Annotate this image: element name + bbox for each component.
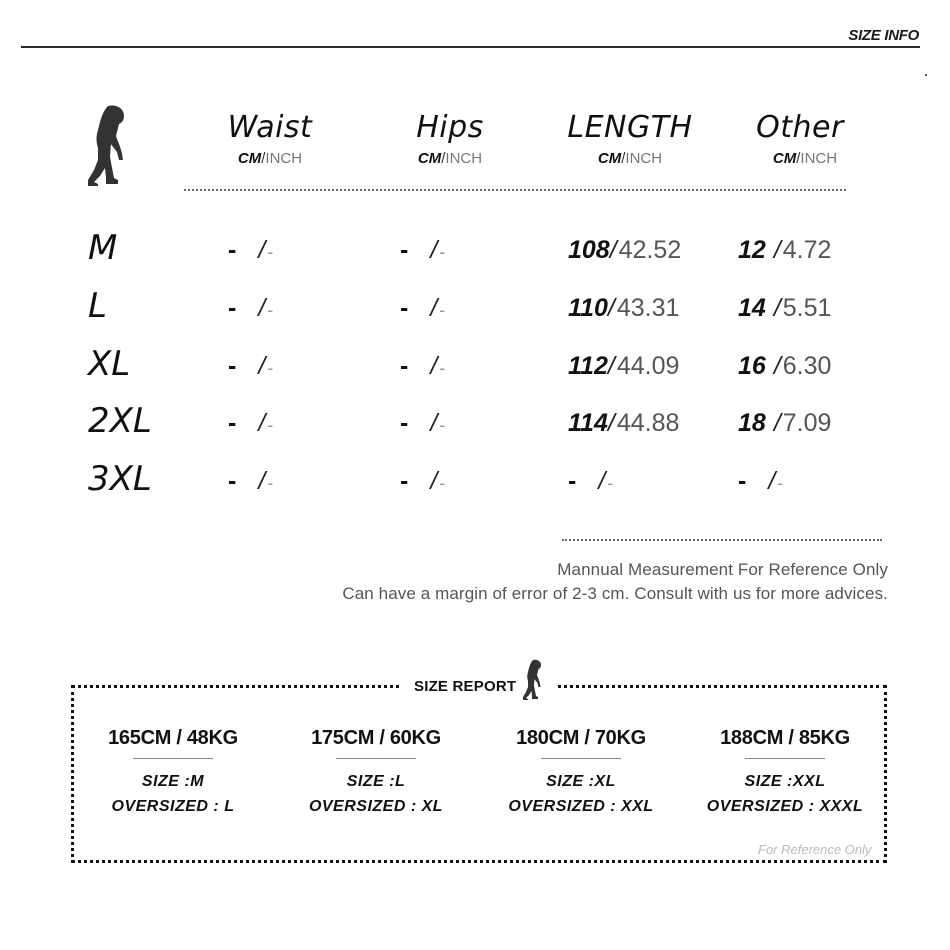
height-weight: 165CM / 48KG <box>108 727 238 749</box>
recommended-size: SIZE :M <box>141 773 205 790</box>
measurement-cell <box>568 408 679 438</box>
walking-figure-icon <box>86 104 130 188</box>
oversized-size: OVERSIZED : XXXL <box>706 798 864 815</box>
value-separator: / <box>773 294 781 322</box>
value-cm: - <box>400 352 409 380</box>
value-separator: / <box>598 467 606 495</box>
size-label: 3XL <box>88 459 152 499</box>
value-cm: - <box>400 467 409 495</box>
measurement-cell <box>568 351 679 381</box>
measurement-cell <box>228 235 273 267</box>
value-separator: / <box>258 236 266 264</box>
measurement-cell <box>400 408 445 440</box>
measurement-cell <box>738 293 831 323</box>
value-cm: - <box>228 236 237 264</box>
value-cm: - <box>228 294 237 322</box>
value-cm: 114 <box>568 409 608 437</box>
oversized-size: OVERSIZED : XXL <box>508 798 654 815</box>
notes-dotted-divider <box>562 539 882 541</box>
measurement-cell <box>738 466 783 498</box>
measurement-cell <box>400 235 445 267</box>
value-cm: - <box>228 467 237 495</box>
value-cm: - <box>400 294 409 322</box>
value-cm: - <box>400 236 409 264</box>
measurement-cell <box>400 351 445 383</box>
reference-note-line2: Can have a margin of error of 2-3 cm. Consult with us for more advices. <box>342 584 888 603</box>
value-cm: 18 <box>738 409 766 437</box>
measurement-cell <box>228 293 273 325</box>
header-dotted-divider <box>184 189 846 191</box>
unit-sep: / <box>621 150 626 167</box>
value-inch: - <box>267 300 274 320</box>
value-cm: 12 <box>738 236 766 264</box>
value-inch: - <box>439 242 446 262</box>
item-divider <box>336 758 416 759</box>
measurement-cell <box>228 466 273 498</box>
unit-sep: / <box>261 150 266 167</box>
value-inch: 6.30 <box>782 352 832 380</box>
size-report-item <box>276 726 476 819</box>
value-cm: - <box>228 409 237 437</box>
size-report-title: SIZE REPORT <box>414 678 517 695</box>
value-separator: / <box>607 352 615 380</box>
value-inch: - <box>439 415 446 435</box>
value-inch: 42.52 <box>618 236 682 264</box>
unit-inch: INCH <box>445 150 483 167</box>
value-cm: - <box>228 352 237 380</box>
value-cm: 108 <box>568 236 610 264</box>
value-inch: 5.51 <box>782 294 832 322</box>
column-header-other <box>730 112 870 168</box>
height-weight: 175CM / 60KG <box>311 727 441 749</box>
unit-inch: INCH <box>800 150 838 167</box>
unit-inch: INCH <box>625 150 663 167</box>
oversized-size: OVERSIZED : XL <box>308 798 444 815</box>
value-separator: / <box>430 352 438 380</box>
column-unit <box>730 150 870 168</box>
value-inch: - <box>439 300 446 320</box>
oversized-size: OVERSIZED : L <box>111 798 235 815</box>
value-inch: 44.88 <box>616 409 680 437</box>
size-label: XL <box>88 344 131 384</box>
value-cm: 14 <box>738 294 766 322</box>
height-weight: 180CM / 70KG <box>516 727 646 749</box>
measurement-cell <box>228 351 273 383</box>
column-title: LENGTH <box>567 110 693 145</box>
size-label: 2XL <box>88 401 152 441</box>
size-report-item <box>481 726 681 819</box>
value-cm: 112 <box>568 352 608 380</box>
size-label: L <box>88 286 107 326</box>
size-info-title: SIZE INFO <box>848 27 919 44</box>
value-inch: - <box>439 473 446 493</box>
value-cm: 110 <box>568 294 608 322</box>
measurement-cell <box>568 293 679 323</box>
measurement-cell <box>738 351 831 381</box>
size-report-header <box>400 643 558 703</box>
value-inch: 4.72 <box>782 236 832 264</box>
value-cm: - <box>400 409 409 437</box>
measurement-cell <box>568 235 681 265</box>
value-separator: / <box>430 409 438 437</box>
column-title: Other <box>756 110 844 145</box>
unit-sep: / <box>441 150 446 167</box>
value-separator: / <box>258 352 266 380</box>
item-divider <box>541 758 621 759</box>
value-separator: / <box>773 409 781 437</box>
value-separator: / <box>607 294 615 322</box>
value-separator: / <box>430 467 438 495</box>
item-divider <box>745 758 825 759</box>
column-title: Hips <box>416 110 484 145</box>
column-header-waist <box>200 112 340 168</box>
measurement-cell <box>738 235 831 265</box>
value-separator: / <box>258 409 266 437</box>
walking-figure-icon <box>522 657 544 703</box>
value-separator: / <box>258 294 266 322</box>
value-separator: / <box>430 294 438 322</box>
recommended-size: SIZE :XL <box>546 773 616 790</box>
size-label: M <box>88 228 118 268</box>
recommended-size: SIZE :XXL <box>744 773 826 790</box>
value-separator: / <box>773 352 781 380</box>
unit-sep: / <box>796 150 801 167</box>
measurement-cell <box>228 408 273 440</box>
header-rule <box>21 46 920 48</box>
measurement-cell <box>738 408 831 438</box>
value-cm: - <box>568 467 577 495</box>
value-inch: 7.09 <box>782 409 832 437</box>
recommended-size: SIZE :L <box>346 773 406 790</box>
column-title: Waist <box>227 110 313 145</box>
column-unit <box>200 150 340 168</box>
value-inch: - <box>267 415 274 435</box>
unit-cm: CM <box>237 150 262 167</box>
value-cm: - <box>738 467 747 495</box>
report-footnote: For Reference Only <box>758 842 872 857</box>
value-separator: / <box>768 467 776 495</box>
height-weight: 188CM / 85KG <box>720 727 850 749</box>
unit-inch: INCH <box>265 150 303 167</box>
value-inch: 43.31 <box>616 294 680 322</box>
value-separator: / <box>773 236 781 264</box>
value-inch: - <box>607 473 614 493</box>
value-inch: - <box>267 242 274 262</box>
decorative-dot <box>925 74 927 76</box>
value-separator: / <box>607 409 615 437</box>
column-header-hips <box>380 112 520 168</box>
size-report-item <box>73 726 273 819</box>
measurement-cell <box>400 466 445 498</box>
column-header-length <box>555 112 705 168</box>
column-unit <box>380 150 520 168</box>
reference-note-line1: Mannual Measurement For Reference Only <box>557 560 888 579</box>
unit-cm: CM <box>417 150 442 167</box>
value-inch: 44.09 <box>616 352 680 380</box>
value-cm: 16 <box>738 352 766 380</box>
column-unit <box>555 150 705 168</box>
unit-cm: CM <box>597 150 622 167</box>
value-separator: / <box>430 236 438 264</box>
value-inch: - <box>777 473 784 493</box>
size-report-item <box>685 726 885 819</box>
value-separator: / <box>258 467 266 495</box>
unit-cm: CM <box>772 150 797 167</box>
measurement-cell <box>568 466 613 498</box>
value-separator: / <box>609 236 617 264</box>
measurement-cell <box>400 293 445 325</box>
value-inch: - <box>267 358 274 378</box>
value-inch: - <box>439 358 446 378</box>
item-divider <box>133 758 213 759</box>
value-inch: - <box>267 473 274 493</box>
